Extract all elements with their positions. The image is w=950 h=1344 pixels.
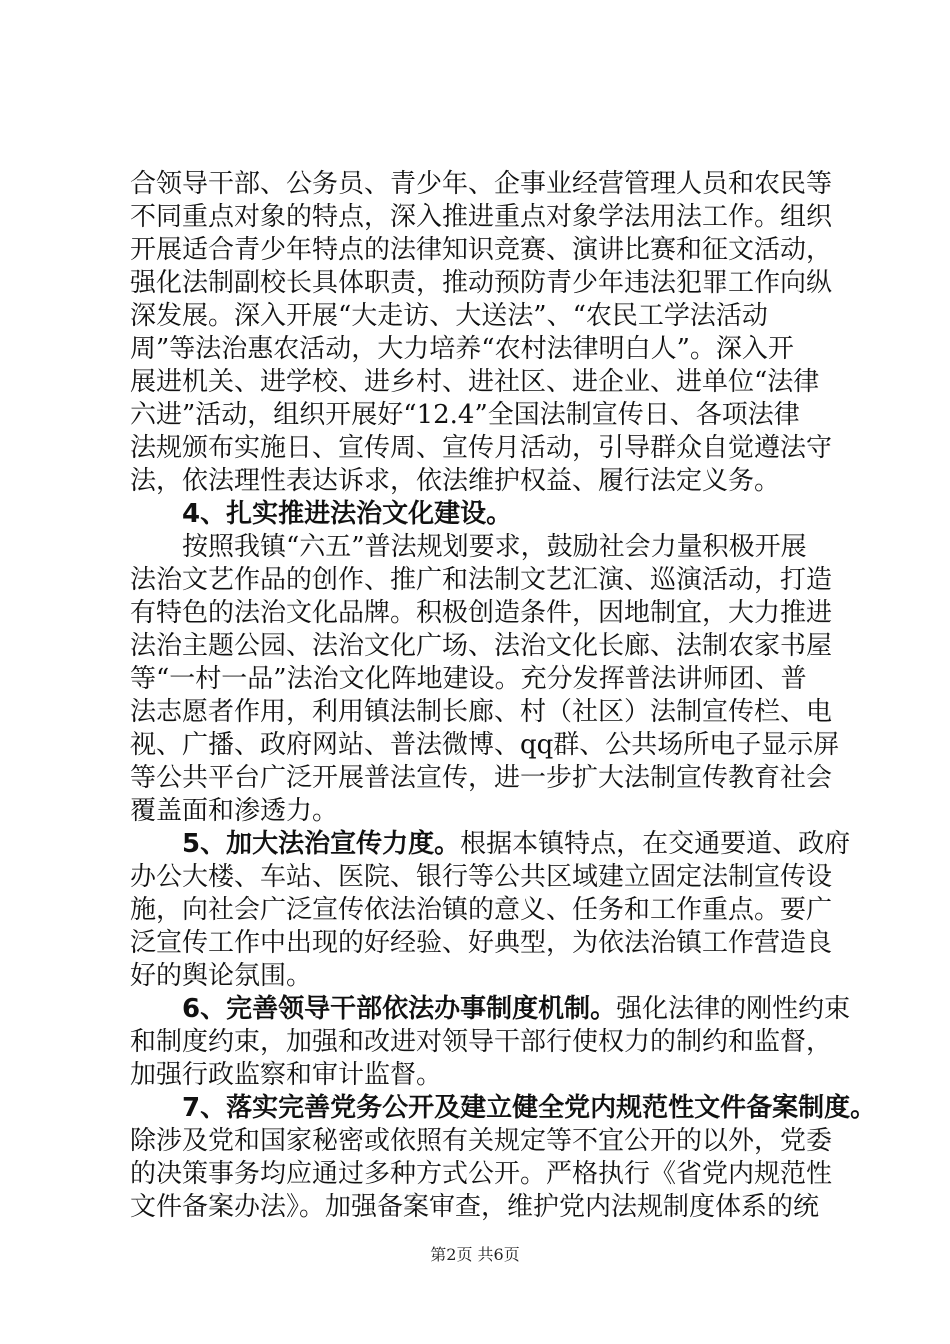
section-5-line: 好的舆论氛围。 <box>130 961 313 991</box>
body-line: 展进机关、进学校、进乡村、进社区、进企业、进单位“法律 <box>130 367 820 397</box>
section-5-line: 泛宣传工作中出现的好经验、好典型，为依法治镇工作营造良 <box>130 928 833 958</box>
section-7-line: 文件备案办法》。加强备案审查，维护党内法规制度体系的统 <box>130 1192 820 1222</box>
section-4-line: 法治文艺作品的创作、推广和法制文艺汇演、巡演活动，打造 <box>130 565 833 595</box>
body-line: 深发展。深入开展“大走访、大送法”、“农民工学法活动 <box>130 301 768 331</box>
section-4-line: 等公共平台广泛开展普法宣传，进一步扩大法制宣传教育社会 <box>130 763 833 793</box>
section-4-line: 法治主题公园、法治文化广场、法治文化长廊、法制农家书屋 <box>130 631 833 661</box>
section-5-first-text: 根据本镇特点，在交通要道、政府 <box>460 829 851 859</box>
section-4-heading: 4、扎实推进法治文化建设。 <box>182 499 513 529</box>
section-7-heading: 7、落实完善党务公开及建立健全党内规范性文件备案制度。 <box>182 1093 877 1123</box>
body-line: 强化法制副校长具体职责，推动预防青少年违法犯罪工作向纵 <box>130 268 833 298</box>
section-4-line: 按照我镇“六五”普法规划要求，鼓励社会力量积极开展 <box>182 532 807 562</box>
section-5-line: 施，向社会广泛宣传依法治镇的意义、任务和工作重点。要广 <box>130 895 833 925</box>
body-line: 不同重点对象的特点，深入推进重点对象学法用法工作。组织 <box>130 202 833 232</box>
body-line: 周”等法治惠农活动，大力培养“农村法律明白人”。深入开 <box>130 334 794 364</box>
section-4-line: 有特色的法治文化品牌。积极创造条件，因地制宜，大力推进 <box>130 598 833 628</box>
document-body <box>130 168 877 1224</box>
section-4-line: 视、广播、政府网站、普法微博、qq群、公共场所电子显示屏 <box>130 730 840 760</box>
section-5-first-line <box>130 828 851 861</box>
page-number-footer: 第2页 共6页 <box>430 1245 520 1264</box>
body-line: 法规颁布实施日、宣传周、宣传月活动，引导群众自觉遵法守 <box>130 433 833 463</box>
section-4-line: 覆盖面和渗透力。 <box>130 796 339 826</box>
section-5-line: 办公大楼、车站、医院、银行等公共区域建立固定法制宣传设 <box>130 862 833 892</box>
section-6-heading: 6、完善领导干部依法办事制度机制。 <box>182 994 617 1024</box>
section-6-first-line <box>130 993 851 1026</box>
section-6-line: 和制度约束，加强和改进对领导干部行使权力的制约和监督， <box>130 1027 833 1057</box>
body-line: 开展适合青少年特点的法律知识竞赛、演讲比赛和征文活动， <box>130 235 833 265</box>
body-line: 合领导干部、公务员、青少年、企事业经营管理人员和农民等 <box>130 169 833 199</box>
section-7-line: 除涉及党和国家秘密或依照有关规定等不宜公开的以外，党委 <box>130 1126 833 1156</box>
section-4-line: 法志愿者作用，利用镇法制长廊、村（社区）法制宣传栏、电 <box>130 697 833 727</box>
body-line: 法，依法理性表达诉求，依法维护权益、履行法定义务。 <box>130 466 781 496</box>
body-line: 六进”活动，组织开展好“12.4”全国法制宣传日、各项法律 <box>130 400 800 430</box>
section-4-line: 等“一村一品”法治文化阵地建设。充分发挥普法讲师团、普 <box>130 664 807 694</box>
section-6-first-text: 强化法律的刚性约束 <box>616 994 851 1024</box>
section-7-line: 的决策事务均应通过多种方式公开。严格执行《省党内规范性 <box>130 1159 833 1189</box>
section-5-heading: 5、加大法治宣传力度。 <box>182 829 461 859</box>
section-6-line: 加强行政监察和审计监督。 <box>130 1060 443 1090</box>
